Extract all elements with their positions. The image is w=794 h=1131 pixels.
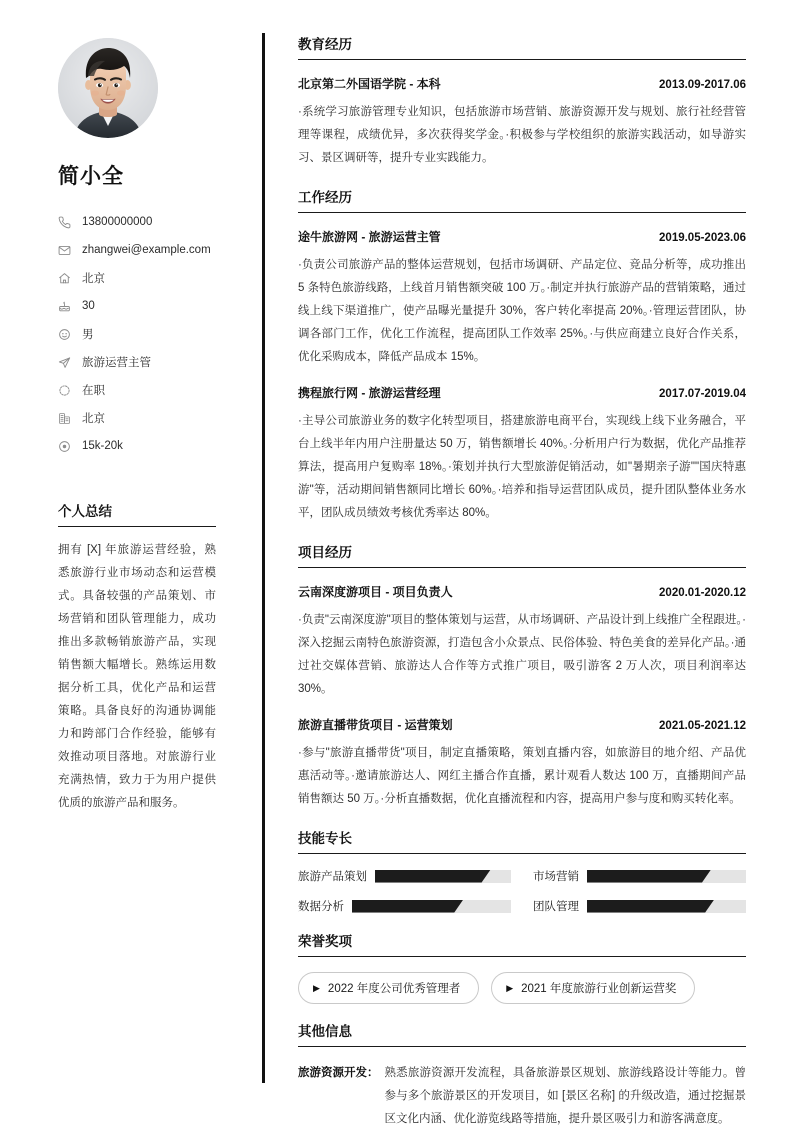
other-info-label: 旅游资源开发 xyxy=(298,1067,367,1079)
entry-date: 2021.05-2021.12 xyxy=(659,720,746,732)
skill-fill xyxy=(375,870,491,883)
project-entry xyxy=(298,716,746,811)
target-icon xyxy=(58,440,75,453)
work-heading: 工作经历 xyxy=(298,186,746,213)
entry-header xyxy=(298,583,746,600)
entry-header xyxy=(298,716,746,733)
entry-date: 2020.01-2020.12 xyxy=(659,587,746,599)
education-entry xyxy=(298,75,746,170)
work-entry xyxy=(298,384,746,525)
award-row xyxy=(298,972,746,1004)
entry-date: 2013.09-2017.06 xyxy=(659,79,746,91)
other-info-text: 熟悉旅游资源开发流程，具备旅游景区规划、旅游线路设计等能力。曾参与多个旅游景区的开发项目，如 [景区名称] 的升级改造，通过挖掘景区文化内涵、优化游览线路等措施，提升景区吸引力和游客满意度。 xyxy=(384,1067,746,1125)
contact-item-email xyxy=(58,236,236,264)
entry-header xyxy=(298,228,746,245)
skills-section xyxy=(298,827,746,914)
summary-heading: 个人总结 xyxy=(58,500,216,527)
skill-label: 市场营销 xyxy=(533,871,579,883)
work-entry xyxy=(298,228,746,369)
entry-description: ·参与"旅游直播带货"项目，制定直播策略，策划直播内容，如旅游目的地介绍、产品优惠活动等。·邀请旅游达人、网红主播合作直播，累计观看人数达 100 万，直播期间产品销售额达 50 万。·分析直播数据，优化直播流程和内容，提高用户参与度和购买转化率。 xyxy=(298,747,746,805)
avatar xyxy=(58,38,158,138)
contact-item-status xyxy=(58,376,236,404)
contact-item-location xyxy=(58,264,236,292)
entry-description: ·负责"云南深度游"项目的整体策划与运营，从市场调研、产品设计到上线推广全程跟进。·深入挖掘云南特色旅游资源，打造包含小众景点、民俗体验、特色美食的差异化产品。·通过社交媒体营销、旅游达人合作等方式推广项目，吸引游客 2 万人次，项目利润率达 30%。 xyxy=(298,614,746,695)
main-content xyxy=(254,30,746,1125)
entry-title: 旅游直播带货项目 - 运营策划 xyxy=(298,718,453,732)
building-icon xyxy=(58,412,75,425)
project-entry xyxy=(298,583,746,701)
contact-value: 旅游运营主管 xyxy=(82,357,151,369)
triangle-icon: ▶ xyxy=(313,982,320,993)
gender-icon xyxy=(58,328,75,341)
triangle-icon: ▶ xyxy=(506,982,514,993)
sidebar xyxy=(40,30,254,1106)
person-name: 简小全 xyxy=(58,165,124,188)
entry-title: 云南深度游项目 - 项目负责人 xyxy=(298,585,453,599)
contact-item-age xyxy=(58,292,236,320)
home-icon xyxy=(58,272,75,285)
skill-track xyxy=(375,870,511,883)
skill-fill xyxy=(352,900,463,913)
skill-label: 旅游产品策划 xyxy=(298,871,367,883)
award-label: 2022 年度公司优秀管理者 xyxy=(327,983,461,995)
awards-heading: 荣誉奖项 xyxy=(298,930,746,957)
profile-photo xyxy=(58,38,158,138)
skill-fill xyxy=(587,870,711,883)
award-badge xyxy=(298,972,479,1004)
contact-value: 30 xyxy=(82,300,95,312)
contact-list xyxy=(58,208,236,460)
entry-title: 携程旅行网 - 旅游运营经理 xyxy=(298,386,441,400)
skill-fill xyxy=(587,900,714,913)
entry-description: ·主导公司旅游业务的数字化转型项目，搭建旅游电商平台，实现线上线下业务融合，平台上线半年内用户注册量达 50 万，销售额增长 40%。·分析用户行为数据，优化产品推荐算法，提高用户复购率 18%。·策划并执行大型旅游促销活动，如"暑期亲子游""国庆特惠游"等，活动期间销售额同比增长 60%。·培养和指导运营团队成员，提升团队整体业务水平，团队成员绩效考核优秀率达 80%。 xyxy=(298,415,746,519)
refresh-icon xyxy=(58,384,75,397)
education-section xyxy=(298,33,746,170)
skill-row xyxy=(533,868,746,884)
contact-value: 在职 xyxy=(82,385,105,397)
award-badge xyxy=(491,972,695,1004)
skill-track xyxy=(352,900,511,913)
projects-heading: 项目经历 xyxy=(298,541,746,568)
work-section xyxy=(298,186,746,525)
contact-item-gender xyxy=(58,320,236,348)
vertical-divider xyxy=(262,33,265,1083)
entry-header xyxy=(298,75,746,92)
skill-row xyxy=(533,898,746,914)
education-heading: 教育经历 xyxy=(298,33,746,60)
entry-header xyxy=(298,384,746,401)
entry-date: 2017.07-2019.04 xyxy=(659,388,746,400)
other-info-row xyxy=(298,1062,746,1131)
skill-grid xyxy=(298,868,746,914)
contact-value: 北京 xyxy=(82,413,105,425)
summary-text: 拥有 [X] 年旅游运营经验，熟悉旅游行业市场动态和运营模式。具备较强的产品策划、市场营销和团队管理能力，成功推出多款畅销旅游产品，实现销售额大幅增长。熟练运用数据分析工具，优化产品和运营策略。具备良好的沟通协调能力和跨部门合作经验，能够有效推动项目落地。对旅游行业充满热情，致力于为用户提供优质的旅游产品和服务。 xyxy=(58,544,216,809)
contact-item-workplace xyxy=(58,404,236,432)
entry-title: 北京第二外国语学院 - 本科 xyxy=(298,77,441,91)
skill-row xyxy=(298,898,511,914)
contact-value: 男 xyxy=(82,329,94,341)
envelope-icon xyxy=(58,244,75,257)
phone-icon xyxy=(58,216,75,229)
contact-item-salary xyxy=(58,432,236,460)
contact-item-phone xyxy=(58,208,236,236)
contact-value: 13800000000 xyxy=(82,216,153,228)
contact-value: zhangwei@example.com xyxy=(82,244,211,256)
contact-value: 北京 xyxy=(82,273,105,285)
cake-icon xyxy=(58,300,75,313)
skill-row xyxy=(298,868,511,884)
skill-label: 数据分析 xyxy=(298,901,344,913)
skills-heading: 技能专长 xyxy=(298,827,746,854)
contact-value: 15k-20k xyxy=(82,440,123,452)
skill-track xyxy=(587,900,746,913)
entry-description: ·系统学习旅游管理专业知识，包括旅游市场营销、旅游资源开发与规划、旅行社经营管理等课程，成绩优异，多次获得奖学金。·积极参与学校组织的旅游实践活动，如导游实习、景区调研等，提升专业实践能力。 xyxy=(298,106,746,164)
other-info-section xyxy=(298,1020,746,1131)
entry-title: 途牛旅游网 - 旅游运营主管 xyxy=(298,230,441,244)
awards-section xyxy=(298,930,746,1004)
summary-section xyxy=(58,500,236,815)
projects-section xyxy=(298,541,746,811)
other-info-heading: 其他信息 xyxy=(298,1020,746,1047)
skill-label: 团队管理 xyxy=(533,901,579,913)
entry-description: ·负责公司旅游产品的整体运营规划，包括市场调研、产品定位、竞品分析等，成功推出 5 条特色旅游线路，上线首月销售额突破 100 万。·制定并执行旅游产品的营销策略，通过线上线下渠道推广，使产品曝光量提升 30%，客户转化率提高 20%。·管理运营团队，协调各部门工作，优化工作流程，提高团队工作效率 25%。·与供应商建立良好合作关系，优化采购成本，降低产品成本 15%。 xyxy=(298,259,746,363)
paper-plane-icon xyxy=(58,356,75,369)
award-label: 2021 年度旅游行业创新运营奖 xyxy=(521,983,677,995)
entry-date: 2019.05-2023.06 xyxy=(659,232,746,244)
skill-track xyxy=(587,870,746,883)
contact-item-position xyxy=(58,348,236,376)
other-info-colon: ： xyxy=(367,1067,379,1079)
